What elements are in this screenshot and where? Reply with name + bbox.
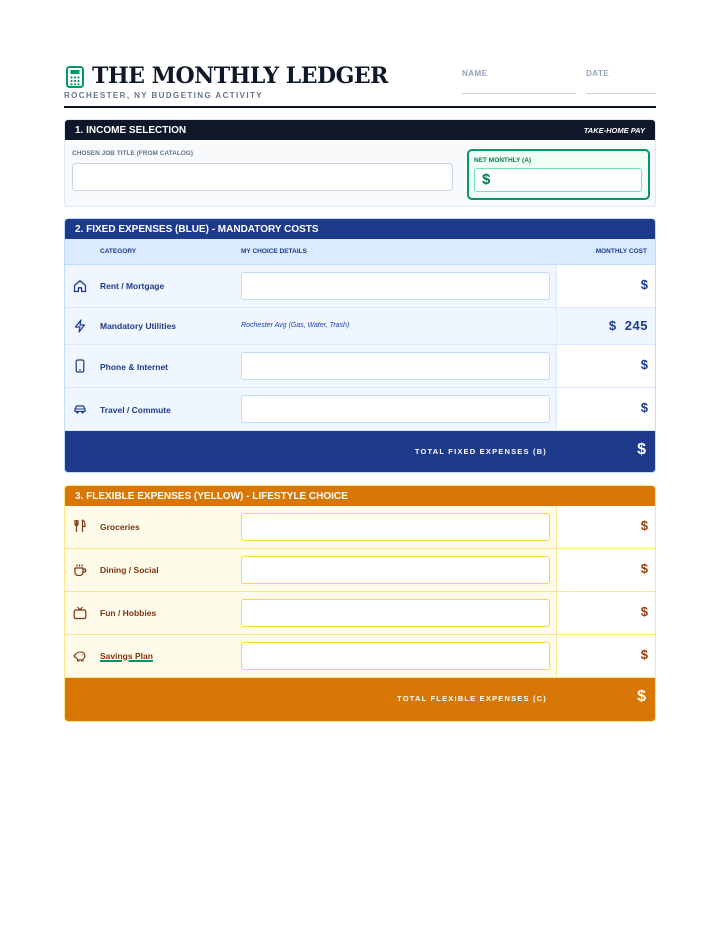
row-label-dining: Dining / Social [100,565,159,575]
fixed-heading: 2. FIXED EXPENSES (BLUE) - MANDATORY COSTS [75,223,319,235]
table-row [65,549,655,592]
rent-details-input[interactable] [241,272,550,300]
savings-details-input[interactable] [241,642,550,670]
income-heading: 1. INCOME SELECTION [75,124,187,136]
phone-details-input[interactable] [241,352,550,380]
savings-cost-field[interactable] [556,635,655,677]
utilities-amount: 245 [624,318,648,333]
tv-icon [73,606,87,620]
job-title-input[interactable] [72,163,453,191]
name-label: NAME [462,69,488,78]
fun-details-input[interactable] [241,599,550,627]
rent-cost-value: $ [640,277,648,292]
dining-cost-value: $ [640,561,648,576]
flexible-expenses-section [64,485,656,722]
row-label-savings[interactable]: Savings Plan [100,651,153,661]
travel-cost-value: $ [640,400,648,415]
row-label-phone: Phone & Internet [100,362,169,372]
phone-cost-value: $ [640,357,648,372]
piggy-bank-icon [73,649,87,663]
groceries-cost-field[interactable] [556,506,655,548]
date-field[interactable] [586,93,656,94]
net-monthly-currency: $ [482,171,491,188]
page-subtitle: ROCHESTER, NY BUDGETING ACTIVITY [64,91,264,100]
name-field[interactable] [462,93,576,94]
total-fixed-value[interactable]: $ [637,441,646,458]
lightning-icon [73,319,87,333]
take-home-pay-tag: TAKE-HOME PAY [583,125,645,135]
column-header-category: CATEGORY [100,248,137,255]
total-fixed-row [65,431,655,473]
net-monthly-input[interactable] [474,168,642,192]
fixed-section-header [65,219,655,239]
dining-details-input[interactable] [241,556,550,584]
column-headers [65,239,655,265]
table-row [65,592,655,635]
phone-icon [73,359,87,373]
ledger-header [64,62,656,108]
dining-cost-field[interactable] [556,549,655,591]
row-label-groceries: Groceries [100,522,140,532]
flexible-section-header [65,486,655,506]
utilities-currency: $ [608,318,617,333]
row-label-utilities: Mandatory Utilities [100,321,177,331]
table-row [65,506,655,549]
income-section-header [65,120,655,140]
table-row [65,308,655,345]
travel-details-input[interactable] [241,395,550,423]
fixed-expenses-section [64,218,656,473]
utilities-cost-field [556,308,655,344]
groceries-cost-value: $ [640,518,648,533]
utensils-icon [73,519,87,533]
row-label-fun: Fun / Hobbies [100,608,157,618]
total-flexible-row [65,678,655,721]
table-row [65,635,655,678]
flexible-heading: 3. FLEXIBLE EXPENSES (YELLOW) - LIFESTYLE CHOICE [75,490,348,502]
table-row [65,388,655,431]
total-fixed-label: TOTAL FIXED EXPENSES (B) [414,447,547,456]
calculator-icon [66,66,84,88]
phone-cost-field[interactable] [556,345,655,387]
rent-cost-field[interactable] [556,265,655,307]
column-header-cost: MONTHLY COST [595,248,647,255]
coffee-cup-icon [73,563,87,577]
table-row [65,265,655,308]
column-header-details: MY CHOICE DETAILS [241,248,307,255]
car-icon [73,402,87,416]
page-title: THE MONTHLY LEDGER [92,63,388,89]
date-label: DATE [586,69,610,78]
fun-cost-value: $ [640,604,648,619]
row-label-rent: Rent / Mortgage [100,281,165,291]
income-section [64,119,656,207]
total-flexible-value[interactable]: $ [637,688,646,705]
fun-cost-field[interactable] [556,592,655,634]
home-icon [73,279,87,293]
net-monthly-label: NET MONTHLY (A) [474,157,532,164]
net-monthly-box [467,149,650,200]
job-title-label: CHOSEN JOB TITLE (FROM CATALOG) [72,150,194,157]
total-flexible-label: TOTAL FLEXIBLE EXPENSES (C) [397,694,547,703]
table-row [65,345,655,388]
utilities-cost-value [609,318,648,333]
travel-cost-field[interactable] [556,388,655,430]
groceries-details-input[interactable] [241,513,550,541]
savings-cost-value: $ [640,647,648,662]
utilities-note: Rochester Avg (Gas, Water, Trash) [241,322,350,329]
row-label-travel: Travel / Commute [100,405,171,415]
